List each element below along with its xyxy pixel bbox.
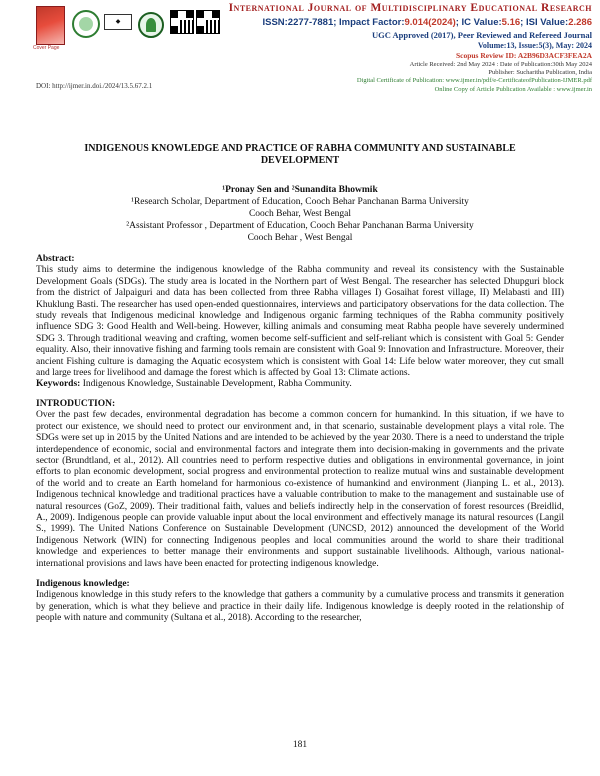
journal-title: International Journal of Multidisciplinary Educational Research	[228, 2, 592, 14]
affiliation-2-location: Cooch Behar , West Bengal	[247, 233, 353, 243]
certificate-link[interactable]: Digital Certificate of Publication: www.ijmer.in/pdf/e-CertificateofPublication-IJMER.pdf	[356, 77, 592, 84]
introduction-heading: INTRODUCTION:	[36, 398, 116, 409]
cover-page-label: Cover Page	[33, 45, 60, 51]
isi-value-label: ; ISI Value:	[520, 17, 569, 28]
article-body	[36, 254, 564, 625]
keywords-text: Indigenous Knowledge, Sustainable Development, Rabha Community.	[80, 379, 352, 390]
cover-page-thumbnail[interactable]	[36, 6, 65, 45]
indigenous-knowledge-heading: Indigenous knowledge:	[36, 578, 130, 589]
qr-code-icon	[196, 10, 220, 34]
ic-value-label: ; IC Value:	[455, 17, 502, 28]
indigenous-knowledge-text: Indigenous knowledge in this study refers to the knowledge that gathers a community by a cumulative process and transmits it generation by generation, which is what they believe and practice in their daily life. Indigenous knowledge is deeply rooted in the relationship of people with nature and community (Sultana et al., 2018). According to the researcher,	[36, 590, 564, 624]
affiliation-1-location: Cooch Behar, West Bengal	[248, 209, 352, 219]
abstract-heading: Abstract:	[36, 254, 75, 264]
page-number: 181	[292, 740, 308, 750]
abstract-text: This study aims to determine the indigenous knowledge of the Rabha community and reveal its consistency with the Sustainable Development Goals (SDGs). The study area is located in the Northern part of West Bengal. The researcher has selected Dhupguri block from the district of Jalpaiguri and data has been collected from three Rabha villages I) Gosaihat forest village, II) Melabasti and III) Khuklung Basti. The researcher has used open-ended questionnaires, interviews and participatory observations for the data collection. The study reveals that Indigenous medicinal knowledge and Indigenous organic farming techniques of the Rabha community positively influence SDG 3: Good Health and Well-being. However, killing animals and consuming meat Rabha people have severely undermined SDG 3. Through traditional weaving and crafting, women become self-sufficient and self-reliant which is consistent with Goal 5: Gender equality. Also, their innovative fishing and farming tools remain are consistent with Goal 9: Innovation and Infrastructure. Moreover, their ancient Fishing culture is damaging the Aquatic ecosystem which is consistent with Goal 14: Life below water moreover, they cut small and large trees for livelihood and damage the forest which is affected by Goal 13: Climate actions.	[36, 265, 564, 379]
affiliation-2: ²Assistant Professor , Department of Education, Cooch Behar Panchanan Barma University	[126, 221, 474, 231]
leaf-logo	[138, 12, 164, 38]
publisher-logo: ◆	[104, 14, 132, 30]
scopus-line: Scopus Review ID: A2B96D3ACF3FEA2A	[455, 51, 592, 60]
online-copy-link[interactable]: Online Copy of Article Publication Available : www.ijmer.in	[434, 86, 592, 93]
dates-line: Article Received: 2nd May 2024 : Date of Publication:30th May 2024	[409, 61, 592, 68]
volume-line: Volume:13, Issue:5(3), May: 2024	[477, 41, 592, 50]
issn-line	[262, 17, 592, 28]
affiliation-1: ¹Research Scholar, Department of Education, Cooch Behar Panchanan Barma University	[131, 197, 469, 207]
keywords	[36, 379, 564, 390]
paper-title: INDIGENOUS KNOWLEDGE AND PRACTICE OF RABHA COMMUNITY AND SUSTAINABLE DEVELOPMENT	[84, 143, 516, 166]
authors: ¹Pronay Sen and ²Sunandita Bhowmik	[222, 185, 378, 195]
qr-code-icon	[170, 10, 194, 34]
impact-factor: 9.014(2024)	[404, 17, 456, 28]
ic-value: 5.16	[501, 17, 521, 28]
isi-value: 2.286	[568, 17, 592, 28]
doi-link[interactable]: DOI: http://ijmer.in.doi./2024/13.5.67.2.1	[36, 82, 153, 90]
publisher-line: Publisher: Sucharitha Publication, India	[488, 69, 592, 76]
issn-prefix: ISSN:2277-7881; Impact Factor:	[262, 17, 405, 28]
keywords-label: Keywords:	[36, 379, 81, 390]
journal-header	[0, 0, 600, 95]
emblem-logo	[72, 10, 100, 38]
introduction-text: Over the past few decades, environmental degradation has become a common concern for humankind. In this situation, if we have to protect our existence, we should need to protect our environment and, in that scenario, sustainable development plays a vital role. The SDGs were set up in 2015 by the United Nations and are intended to be achieved by the year 2030. There is a need to understand the triple interdependence of economic, social and environmental factors and integrate them into decision-making in governments and the private sector (Brundtland, et al., 2012). All countries need to perform respective duties and obligations in environmental governance, in joint efforts to plan economic development, social progress and environmental protection to realize mutual wins and sustainable development of the world and to create an Earth homeland for harmonious co-existence of humankind and environment (Jianping L. et al., 2013). Indigenous technical knowledge and traditional practices have a valuable contribution to make to the management and sustainable use of natural resources (GoZ, 2009). Their traditional faith, values and beliefs indirectly help in the conservation of forest resources (Breidlid, A., 2009). Indigenous people can provide valuable input about the local environment and effectively manage its natural resources (Langil S., 1999). The United Nations Conference on Sustainable Development (UNCSD, 2012) announced the development of the World Indigenous Network (WIN) for connecting Indigenous peoples and local communities around the world to share their traditional knowledge and experiences to better manage their environments and support sustainable livelihoods. Although, various national-international provisions and laws have been enacted for protecting indigenous knowledge.	[36, 410, 564, 569]
ugc-line: UGC Approved (2017), Peer Reviewed and Refereed Journal	[371, 30, 592, 40]
